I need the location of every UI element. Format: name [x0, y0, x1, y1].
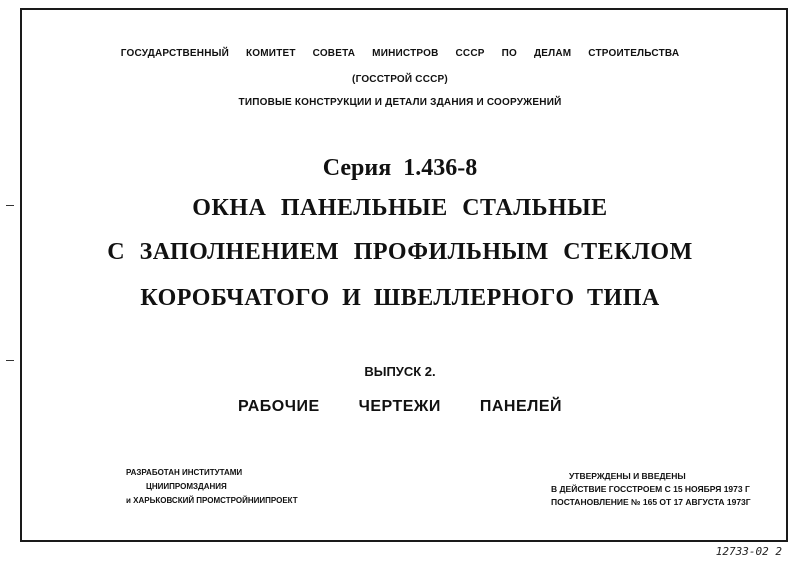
developer-org-1: ЦНИИПРОМЗДАНИЯ: [146, 482, 227, 491]
committee-abbrev: (ГОССТРОЙ СССР): [352, 74, 448, 85]
developers-block: [126, 466, 298, 508]
developers-label: РАЗРАБОТАН ИНСТИТУТАМИ: [126, 468, 243, 477]
catalog-header: ТИПОВЫЕ КОНСТРУКЦИИ И ДЕТАЛИ ЗДАНИЯ И СООРУЖЕНИЙ: [238, 97, 562, 108]
approval-line-3: ПОСТАНОВЛЕНИЕ № 165 ОТ 17 АВГУСТА 1973Г: [551, 497, 751, 507]
developer-org-2: и ХАРЬКОВСКИЙ ПРОМСТРОЙНИИПРОЕКТ: [126, 496, 298, 505]
title-line-2: С ЗАПОЛНЕНИЕМ ПРОФИЛЬНЫМ СТЕКЛОМ: [107, 239, 693, 265]
document-number: 12733-02 2: [715, 545, 782, 558]
approval-block: [551, 470, 751, 509]
document-subtitle: РАБОЧИЕ ЧЕРТЕЖИ ПАНЕЛЕЙ: [237, 398, 563, 415]
approval-line-2: В ДЕЙСТВИЕ ГОССТРОЕМ С 15 НОЯБРЯ 1973 Г: [551, 484, 750, 494]
drawing-frame: [20, 8, 788, 542]
title-line-3: КОРОБЧАТОГО И ШВЕЛЛЕРНОГО ТИПА: [140, 285, 660, 311]
approval-line-1: УТВЕРЖДЕНЫ И ВВЕДЕНЫ: [569, 471, 686, 481]
edge-tick: [6, 360, 14, 361]
issue-number: ВЫПУСК 2.: [364, 364, 436, 379]
series-number: Серия 1.436-8: [322, 155, 478, 181]
title-line-1: ОКНА ПАНЕЛЬНЫЕ СТАЛЬНЫЕ: [192, 195, 608, 221]
committee-header: ГОСУДАРСТВЕННЫЙ КОМИТЕТ СОВЕТА МИНИСТРОВ СССР ПО ДЕЛАМ СТРОИТЕЛЬСТВА: [120, 48, 680, 59]
